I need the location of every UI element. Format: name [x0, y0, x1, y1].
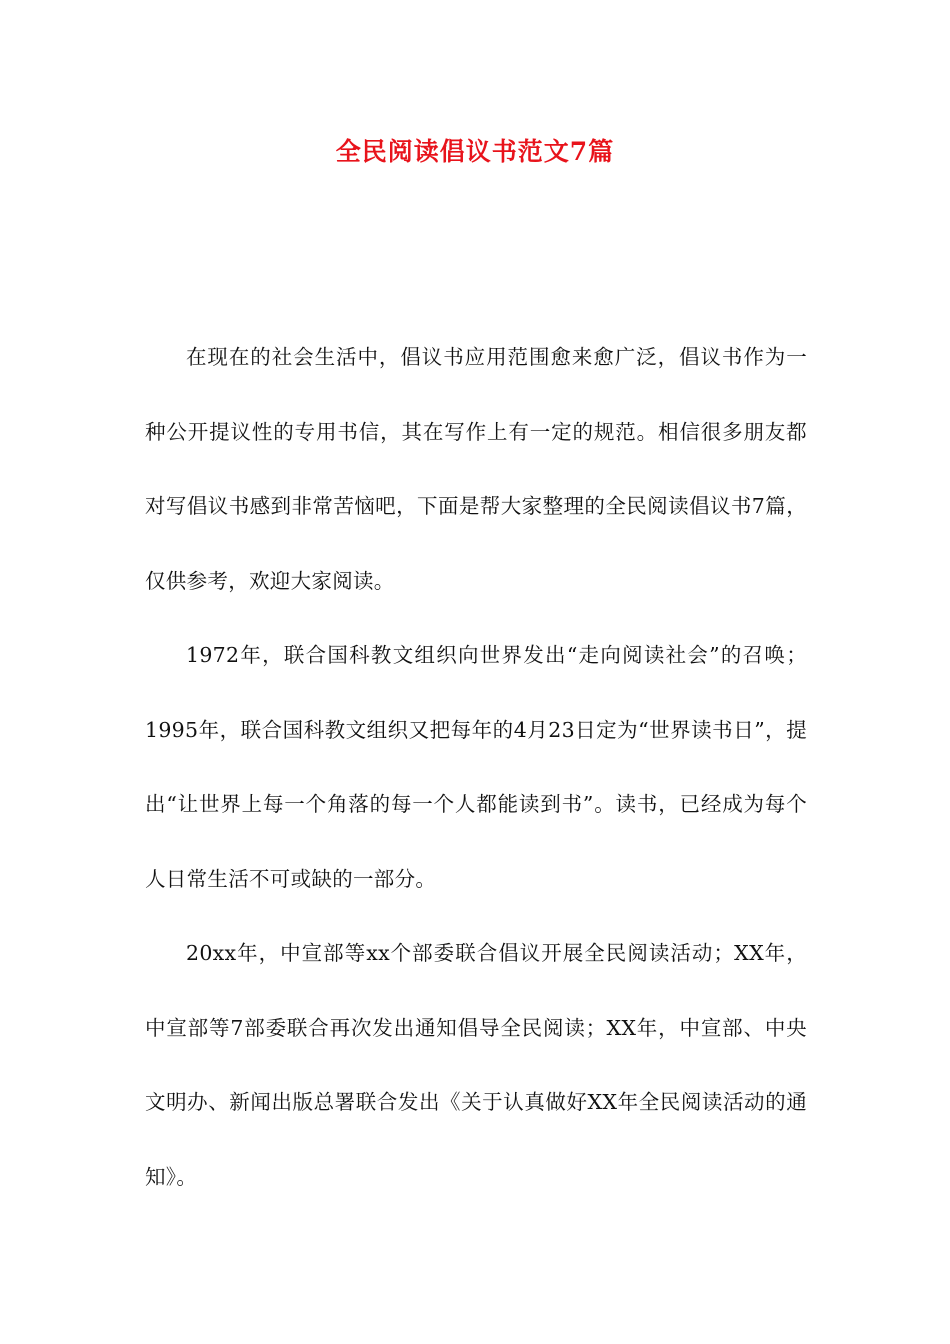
paragraph-policy: 20xx年，中宣部等xx个部委联合倡议开展全民阅读活动；XX年，中宣部等7部委联合再次发出通知倡导全民阅读；XX年，中宣部、中央文明办、新闻出版总署联合发出《关于认真做好XX年全民阅读活动的通知》。	[145, 941, 807, 1189]
paragraph-intro: 在现在的社会生活中，倡议书应用范围愈来愈广泛，倡议书作为一种公开提议性的专用书信，其在写作上有一定的规范。相信很多朋友都对写倡议书感到非常苦恼吧，下面是帮大家整理的全民阅读倡议书7篇，仅供参考，欢迎大家阅读。	[145, 345, 807, 593]
document-body	[145, 320, 807, 1214]
document-title: 全民阅读倡议书范文7篇	[335, 137, 615, 166]
paragraph-history: 1972年，联合国科教文组织向世界发出“走向阅读社会”的召唤；1995年，联合国科教文组织又把每年的4月23日定为“世界读书日”，提出“让世界上每一个角落的每一个人都能读到书”。读书，已经成为每个人日常生活不可或缺的一部分。	[145, 643, 807, 891]
